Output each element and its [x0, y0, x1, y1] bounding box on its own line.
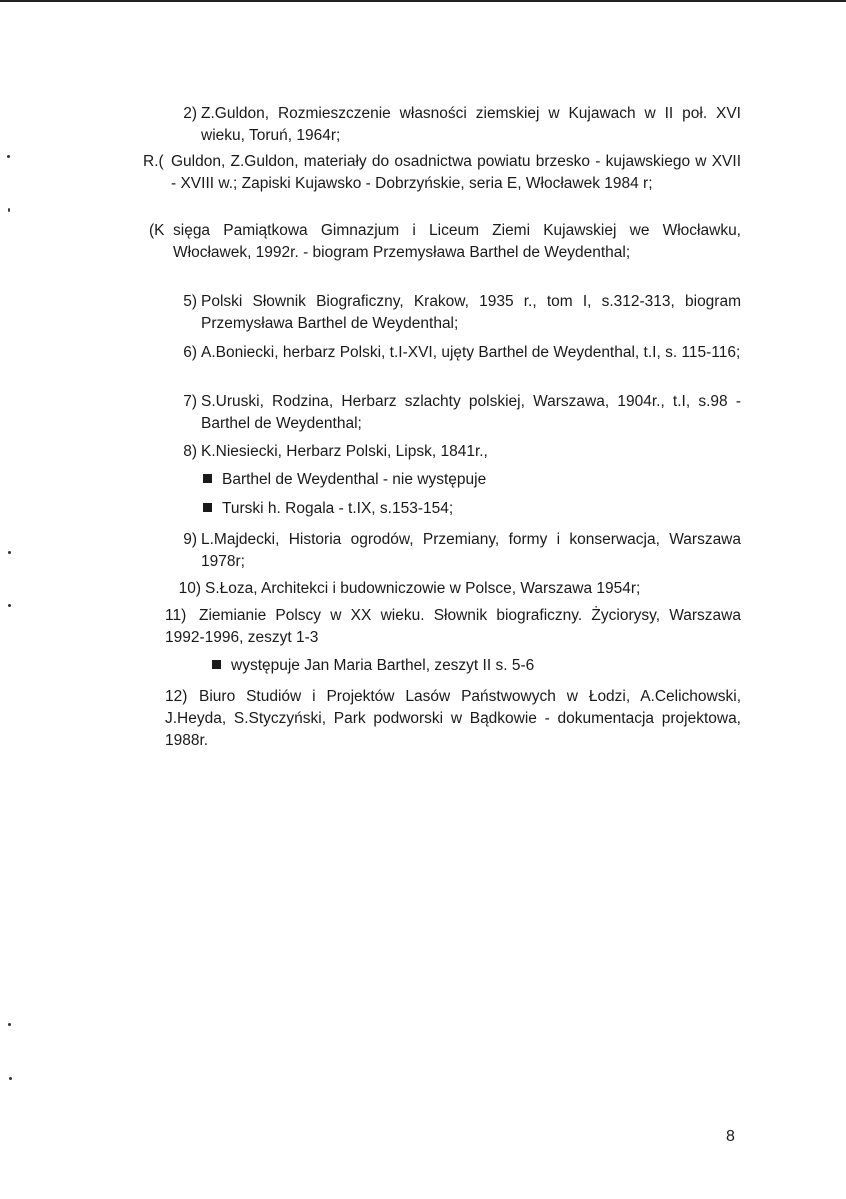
- entry-text: L.Majdecki, Historia ogrodów, Przemiany, formy i konserwacja, Warszawa 1978r;: [201, 531, 741, 570]
- entry-number: 11): [165, 607, 187, 624]
- entry-text-content: Ziemianie Polscy w XX wieku. Słownik biograficzny. Życiorysy, Warszawa 1992-1996, zeszyt 1-3: [165, 607, 741, 646]
- entry-text: Polski Słownik Biograficzny, Krakow, 1935 r., tom I, s.312-313, biogram Przemysława Barthel de Weydenthal;: [201, 293, 741, 332]
- scan-speck: [8, 208, 10, 212]
- entry-number: (K: [149, 222, 165, 239]
- sub-bullet: [203, 498, 453, 520]
- entry-text: sięga Pamiątkowa Gimnazjum i Liceum Ziemi Kujawskiej we Włocławku, Włocławek, 1992r. - biogram Przemysława Barthel de Weydenthal;: [173, 222, 741, 261]
- page-number: 8: [726, 1128, 735, 1145]
- entry-text: [171, 151, 741, 195]
- entry-number: 7): [183, 393, 197, 410]
- entry-text: [165, 605, 741, 649]
- scan-speck: [8, 1023, 11, 1026]
- scan-speck: [8, 551, 11, 554]
- entry-text: K.Niesiecki, Herbarz Polski, Lipsk, 1841r.,: [201, 443, 488, 460]
- square-bullet-icon: [203, 503, 212, 512]
- sub-bullet-text: Barthel de Weydenthal - nie występuje: [222, 471, 487, 488]
- entry-number: R.(: [143, 153, 164, 170]
- entry-number: 2): [183, 105, 197, 122]
- scan-speck: [9, 1077, 12, 1080]
- square-bullet-icon: [212, 660, 221, 669]
- scan-speck: [7, 155, 10, 158]
- entry-number: 5): [183, 293, 197, 310]
- entry-text: S.Łoza, Architekci i budowniczowie w Polsce, Warszawa 1954r;: [205, 580, 641, 597]
- entry-text: S.Uruski, Rodzina, Herbarz szlachty polskiej, Warszawa, 1904r., t.I, s.98 - Barthel de Weydenthal;: [201, 393, 741, 432]
- entry-text: A.Boniecki, herbarz Polski, t.I-XVI, ujęty Barthel de Weydenthal, t.I, s. 115-116;: [201, 344, 741, 361]
- entry-number: 6): [183, 344, 197, 361]
- scan-speck: [8, 604, 11, 607]
- entry-number: 10): [178, 580, 201, 597]
- entry-number: 9): [183, 531, 197, 548]
- entry-text: [165, 686, 741, 752]
- sub-bullet-text: Turski h. Rogala - t.IX, s.153-154;: [222, 500, 454, 517]
- sub-bullet-text: występuje Jan Maria Barthel, zeszyt II s. 5-6: [231, 657, 535, 674]
- square-bullet-icon: [203, 474, 212, 483]
- entry-text: Z.Guldon, Rozmieszczenie własności ziemskiej w Kujawach w II poł. XVI wieku, Toruń, 1964r;: [201, 105, 741, 144]
- entry-number: 12): [165, 688, 188, 705]
- sub-bullet: [203, 469, 486, 491]
- entry-text-first-line: Guldon, Z.Guldon, materiały do osadnictwa powiatu brzesko - kujawskiego w XVII - XVIII w.; Zapiski Kujawsko - Dobrzyńskie, seria E, Włocławek 1984 r;: [171, 153, 741, 192]
- entry-text-content: Biuro Studiów i Projektów Lasów Państwowych w Łodzi, A.Celichowski, J.Heyda, S.Styczyński, Park podworski w Bądkowie - dokumentacja projektowa, 1988r.: [165, 688, 741, 749]
- entry-number: 8): [183, 443, 197, 460]
- sub-bullet: [212, 655, 534, 677]
